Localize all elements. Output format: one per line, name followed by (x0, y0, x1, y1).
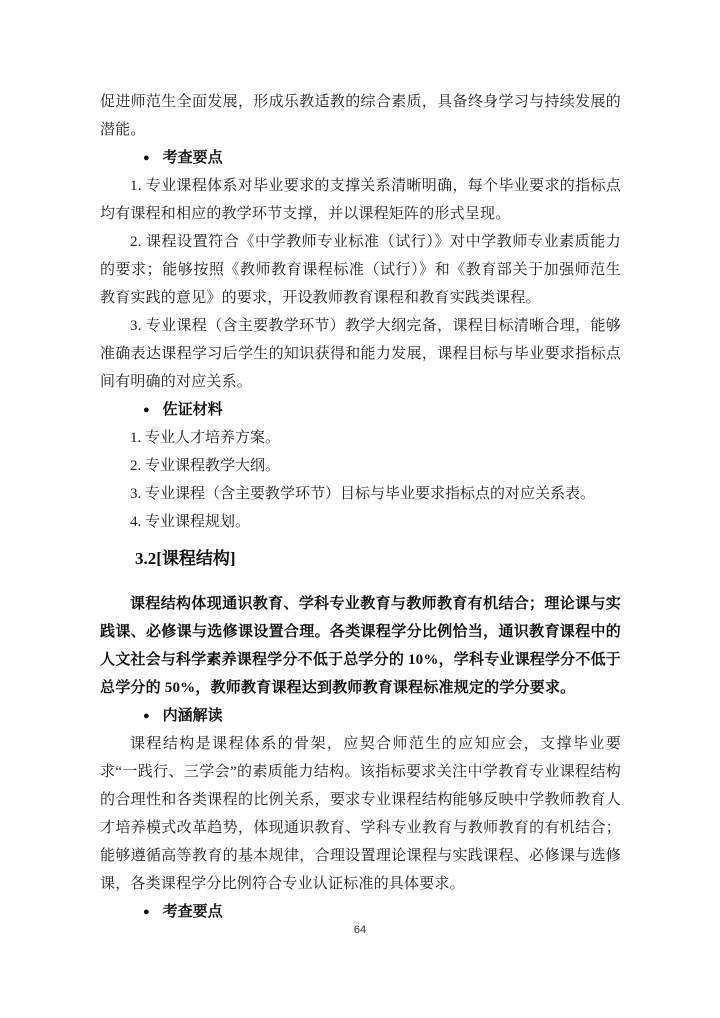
bullet-icon: ● (143, 906, 150, 918)
heading-connotation-interpretation-label: 内涵解读 (162, 708, 223, 724)
examine-point-2: 2. 课程设置符合《中学教师专业标准（试行）》对中学教师专业素质能力的要求；能够按照《教师教育课程标准（试行）》和《教育部关于加强师范生教育实践的意见》的要求，开设教师教育课程和教育实践类课程。 (100, 234, 621, 306)
page-number: 64 (353, 924, 367, 936)
heading-examine-points-3-2 (100, 898, 621, 926)
evidence-item-2: 2. 专业课程教学大纲。 (130, 458, 281, 474)
heading-examine-points-3-1 (100, 144, 621, 172)
examine-point-3: 3. 专业课程（含主要教学环节）教学大纲完备，课程目标清晰合理，能够准确表达课程学习后学生的知识获得和能力发展，课程目标与毕业要求指标点间有明确的对应关系。 (100, 318, 621, 390)
section-heading-3-2: 3.2[课程结构] (135, 549, 236, 568)
bullet-icon: ● (143, 152, 150, 164)
evidence-item-4: 4. 专业课程规划。 (130, 514, 251, 530)
heading-evidence-materials-label: 佐证材料 (162, 402, 223, 418)
examine-point-1: 1. 专业课程体系对毕业要求的支撑关系清晰明确，每个毕业要求的指标点均有课程和相应的教学环节支撑，并以课程矩阵的形式呈现。 (100, 178, 621, 222)
heading-evidence-materials (100, 396, 621, 424)
heading-examine-points-3-2-label: 考查要点 (162, 904, 223, 920)
evidence-item-1: 1. 专业人才培养方案。 (130, 430, 281, 446)
bullet-icon: ● (143, 710, 150, 722)
heading-connotation-interpretation (100, 702, 621, 730)
interpretation-paragraph: 课程结构是课程体系的骨架，应契合师范生的应知应会，支撑毕业要求“一践行、三学会”的素质能力结构。该指标要求关注中学教育专业课程结构的合理性和各类课程的比例关系，要求专业课程结构能够反映中学教师教育人才培养模式改革趋势，体现通识教育、学科专业教育与教师教育的有机结合；能够遵循高等教育的基本规律，合理设置理论课程与实践课程、必修课与选修课，各类课程学分比例符合专业认证标准的具体要求。 (100, 736, 621, 892)
page-content (100, 88, 621, 926)
paragraph-intro-continuation: 促进师范生全面发展，形成乐教适教的综合素质，具备终身学习与持续发展的潜能。 (100, 94, 621, 138)
heading-examine-points-3-1-label: 考查要点 (162, 150, 223, 166)
evidence-item-3: 3. 专业课程（含主要教学环节）目标与毕业要求指标点的对应关系表。 (130, 486, 596, 502)
standard-statement-3-2: 课程结构体现通识教育、学科专业教育与教师教育有机结合；理论课与实践课、必修课与选修课设置合理。各类课程学分比例恰当，通识教育课程中的人文社会与科学素养课程学分不低于总学分的 10%，学科专业课程学分不低于总学分的 50%，教师教育课程达到教师教育课程标准规定的学分要求。 (100, 596, 621, 696)
bullet-icon: ● (143, 404, 150, 416)
